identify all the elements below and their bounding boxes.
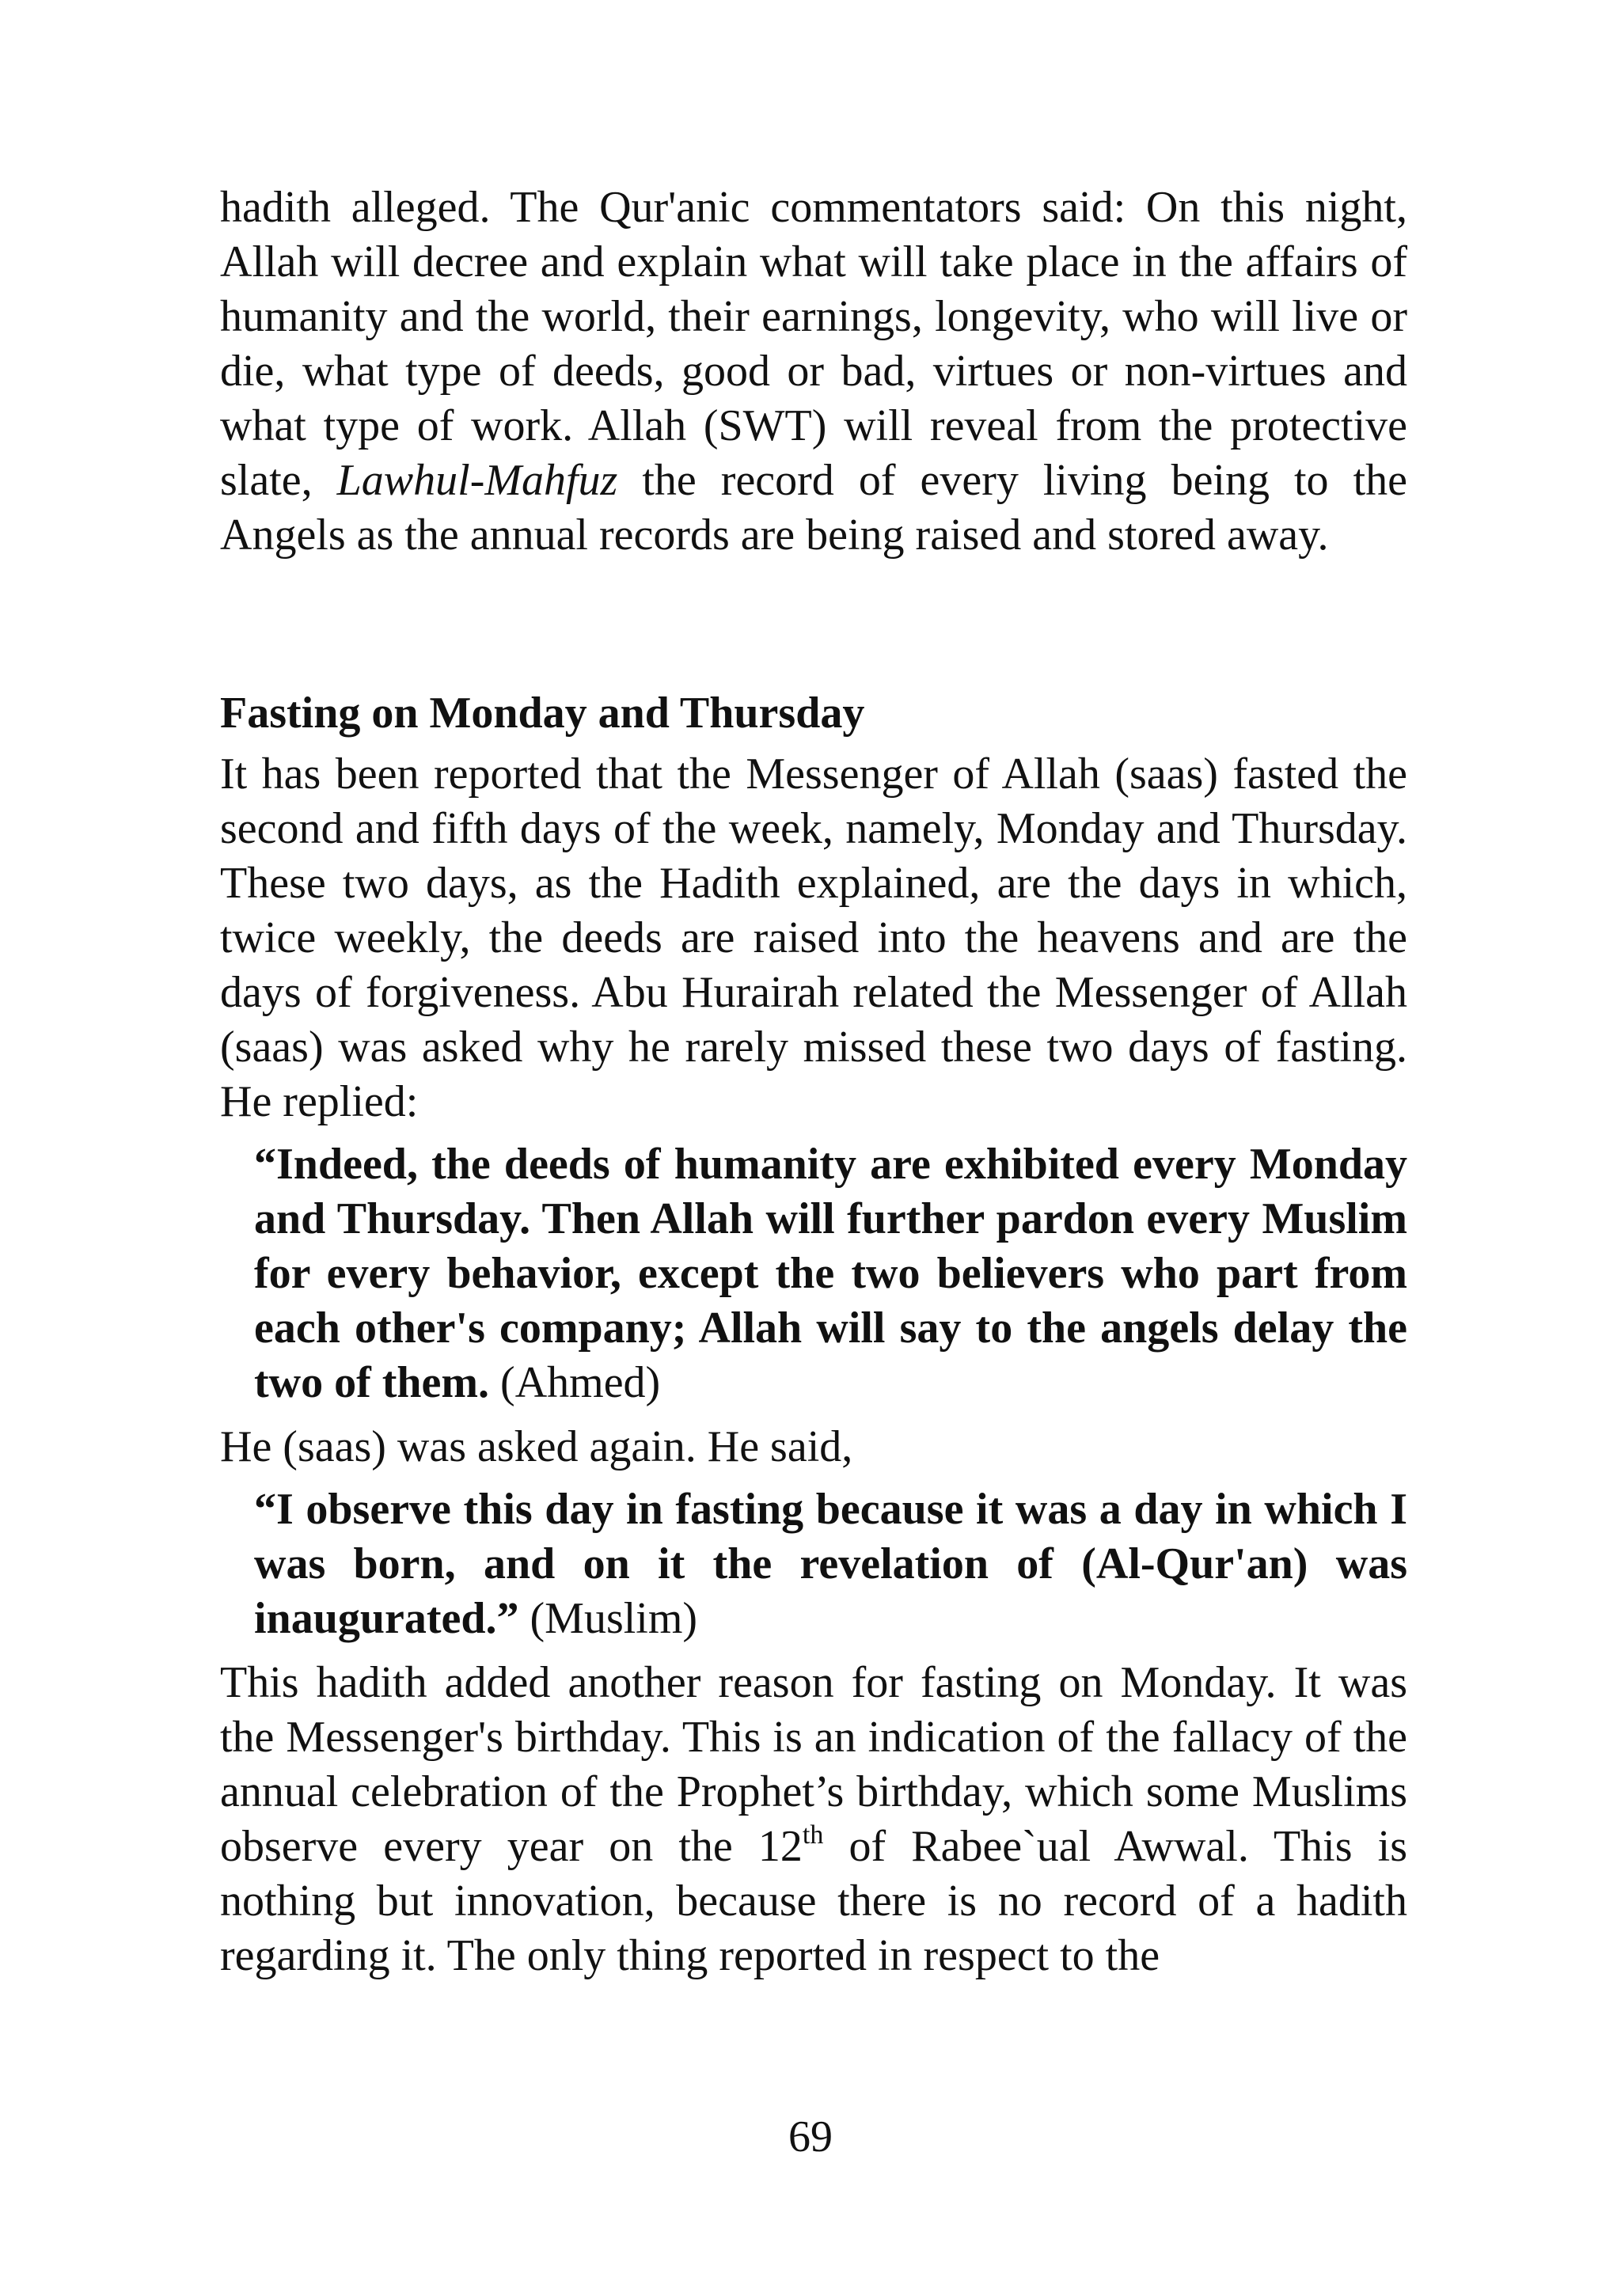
- paragraph-3-text-start: This hadith added another reason for fasting on Monday. It was the Messenger's birthday. This is an indication of the fallacy of the annual celebration of the Prophet’s birthday, which some Muslims observe every year on the: [220, 1658, 1407, 1871]
- date-number: 12: [757, 1822, 803, 1871]
- intro-paragraph: [220, 180, 1407, 563]
- section-paragraph-2: He (saas) was asked again. He said,: [220, 1422, 853, 1471]
- paragraph-3-text-end: of Rabee`ual Awwal. This is nothing but innovation, because there is no record of a hadith regarding it. The only thing reported in respect to the: [220, 1822, 1407, 1980]
- hadith-quote-2: [254, 1482, 1407, 1646]
- hadith-quote-1: [254, 1137, 1407, 1410]
- intro-italic-term: Lawhul-Mahfuz: [336, 456, 618, 505]
- hadith-quote-2-text: “I observe this day in fasting because it was a day in which I was born, and on it the revelation of (Al-Qur'an) was inaugurated.”: [254, 1485, 1407, 1643]
- intro-text-end: the record of every living being to the Angels as the annual records are being raised and stored away.: [220, 456, 1407, 560]
- hadith-quote-1-source: (Ahmed): [489, 1358, 661, 1407]
- intro-text-start: hadith alleged. The Qur'anic commentators said: On this night, Allah will decree and explain what will take place in the affairs of humanity and the world, their earnings, longevity, who will live or die, what type of deeds, good or bad, virtues or non-virtues and what type of work. Allah (SWT) will reveal from the protective slate,: [220, 183, 1407, 505]
- page-body: [220, 180, 1407, 1983]
- hadith-quote-2-source: (Muslim): [518, 1594, 698, 1643]
- section-paragraph-3: [220, 1656, 1407, 1983]
- hadith-quote-1-text: “Indeed, the deeds of humanity are exhibited every Monday and Thursday. Then Allah will further pardon every Muslim for every behavior, except the two believers who part from each other's company; Allah will say to the angels delay the two of them.: [254, 1140, 1407, 1407]
- page-number: 69: [788, 2112, 833, 2161]
- date-ordinal-superscript: th: [802, 1820, 824, 1850]
- section-paragraph-1: It has been reported that the Messenger of Allah (saas) fasted the second and fifth days of the week, namely, Monday and Thursday. These two days, as the Hadith explained, are the days in which, twice weekly, the deeds are raised into the heavens and are the days of forgiveness. Abu Hurairah related the Messenger of Allah (saas) was asked why he rarely missed these two days of fasting. He replied:: [220, 750, 1407, 1126]
- section-heading: Fasting on Monday and Thursday: [220, 689, 865, 738]
